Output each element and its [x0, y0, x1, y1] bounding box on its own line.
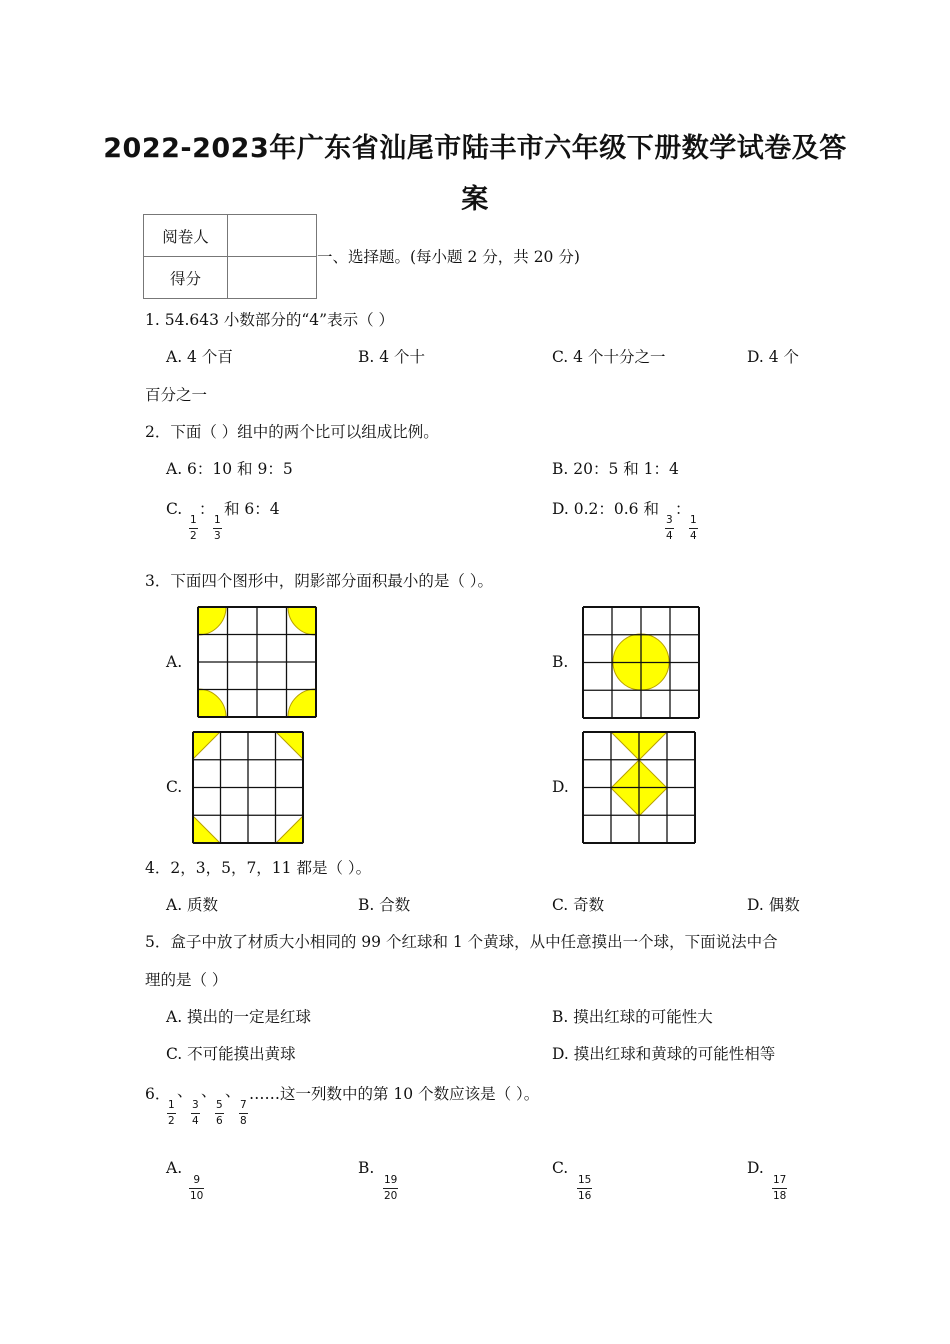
figure-a-grid — [197, 606, 317, 718]
q6-seq-fraction-4: $\frac{7}{8}$ — [240, 1099, 247, 1127]
q6-stem-tail: ……这一列数中的第 10 个数应该是（ ）。 — [249, 1085, 540, 1103]
q1-option-d-cont: 百分之一 — [145, 386, 208, 404]
q4-option-c: C. 奇数 — [552, 896, 605, 914]
q6-seq-fraction-3: $\frac{5}{6}$ — [216, 1099, 223, 1127]
q6-option-b-fraction: $\frac{19}{20}$ — [384, 1174, 398, 1202]
figure-b-grid — [582, 606, 700, 719]
q2-option-c-prefix: C. — [166, 500, 183, 518]
q3-stem: 3．下面四个图形中，阴影部分面积最小的是（ ）。 — [145, 572, 494, 590]
triangle-top-left — [193, 732, 220, 759]
q5-option-a: A. 摸出的一定是红球 — [166, 1008, 312, 1026]
q6-option-c: C. — [552, 1159, 569, 1177]
q2-c-colon: ： — [199, 500, 215, 518]
section-heading: 一、选择题。(每小题 2 分，共 20 分) — [317, 248, 580, 266]
score-label: 得分 — [144, 257, 228, 299]
score-table — [143, 214, 317, 299]
q6-option-a-fraction: $\frac{9}{10}$ — [190, 1174, 204, 1202]
q5-option-c: C. 不可能摸出黄球 — [166, 1045, 296, 1063]
score-blank — [228, 257, 317, 299]
q6-number: 6． — [145, 1085, 171, 1103]
q6-seq-fraction-1: $\frac{1}{2}$ — [168, 1099, 175, 1127]
q1-option-d: D. 4 个 — [747, 348, 800, 366]
q4-option-a: A. 质数 — [166, 896, 219, 914]
q5-option-d: D. 摸出红球和黄球的可能性相等 — [552, 1045, 776, 1063]
q2-c-fraction-2: $\frac{1}{3}$ — [214, 514, 221, 542]
q3-option-c: C. — [166, 778, 183, 796]
q6-separator-3: 、 — [225, 1082, 241, 1100]
q6-separator-1: 、 — [177, 1082, 193, 1100]
quarter-circle-bottom-right — [288, 689, 316, 717]
q1-option-a: A. 4 个百 — [166, 348, 233, 366]
q6-separator-2: 、 — [201, 1082, 217, 1100]
q6-option-c-fraction: $\frac{15}{16}$ — [578, 1174, 592, 1202]
figure-b-lines — [583, 607, 699, 718]
figure-c-lines — [193, 732, 303, 843]
q1-option-b: B. 4 个十 — [358, 348, 426, 366]
page-title: 2022-2023年广东省汕尾市陆丰市六年级下册数学试卷及答 — [103, 133, 847, 164]
q6-option-d: D. — [747, 1159, 764, 1177]
q2-d-fraction-2: $\frac{1}{4}$ — [690, 514, 697, 542]
q2-option-d-prefix: D. 0.2：0.6 和 — [552, 500, 659, 518]
q2-stem: 2．下面（ ）组中的两个比可以组成比例。 — [145, 423, 439, 441]
triangle-bottom-left — [193, 816, 220, 843]
q3-option-d: D. — [552, 778, 569, 796]
q5-stem: 5．盒子中放了材质大小相同的 99 个红球和 1 个黄球，从中任意摸出一个球，下面说法中合 — [145, 933, 778, 951]
quarter-circle-bottom-left — [198, 689, 226, 717]
quarter-circle-top-right — [288, 607, 316, 635]
figure-c-grid — [192, 731, 304, 844]
figure-d-grid — [582, 731, 696, 844]
q1-option-c: C. 4 个十分之一 — [552, 348, 666, 366]
q1-stem: 1. 54.643 小数部分的“4”表示（ ） — [145, 311, 395, 329]
q3-option-a: A. — [166, 653, 183, 671]
grader-label: 阅卷人 — [144, 215, 228, 257]
triangle-top-right — [276, 732, 303, 759]
triangle-bottom-right — [276, 816, 303, 843]
q6-option-a: A. — [166, 1159, 183, 1177]
q2-option-c-suffix: 和 6：4 — [224, 500, 280, 518]
q6-option-d-fraction: $\frac{17}{18}$ — [773, 1174, 787, 1202]
q5-option-b: B. 摸出红球的可能性大 — [552, 1008, 713, 1026]
q2-d-colon: ： — [675, 500, 691, 518]
q2-d-fraction-1: $\frac{3}{4}$ — [666, 514, 673, 542]
figure-d-lines — [583, 732, 695, 843]
quarter-circle-top-left — [198, 607, 226, 635]
q3-option-b: B. — [552, 653, 569, 671]
grader-blank — [228, 215, 317, 257]
q4-option-d: D. 偶数 — [747, 896, 800, 914]
q2-option-a: A. 6：10 和 9：5 — [166, 460, 293, 478]
q6-option-b: B. — [358, 1159, 375, 1177]
page-title-continued: 案 — [461, 184, 489, 215]
q2-c-fraction-1: $\frac{1}{2}$ — [190, 514, 197, 542]
q6-seq-fraction-2: $\frac{3}{4}$ — [192, 1099, 199, 1127]
q4-stem: 4．2，3，5，7，11 都是（ ）。 — [145, 859, 372, 877]
q4-option-b: B. 合数 — [358, 896, 411, 914]
q5-stem-cont: 理的是（ ） — [145, 971, 228, 989]
q2-option-b: B. 20：5 和 1：4 — [552, 460, 679, 478]
